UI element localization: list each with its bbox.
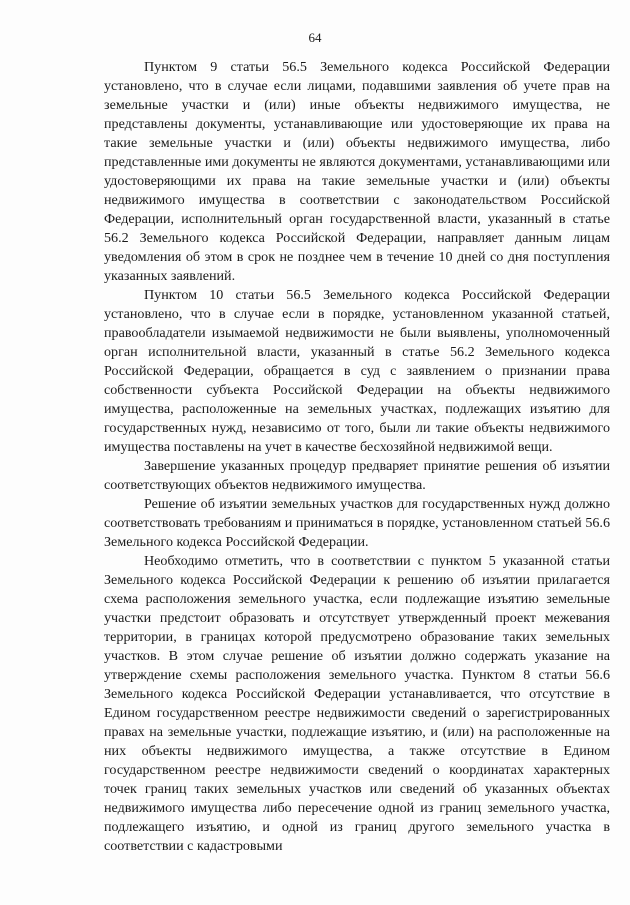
paragraph-4: Решение об изъятии земельных участков для государственных нужд должно соответствовать требованиям и приниматься в порядке, установленном статьей 56.6 Земельного кодекса Российской Федерации. [104, 496, 610, 550]
document-body [104, 58, 610, 856]
paragraph-2: Пунктом 10 статьи 56.5 Земельного кодекса Российской Федерации установлено, что в случае если в порядке, установленном указанной статьей, правообладатели изымаемой недвижимости не были выявлены, уполномоченный орган исполнительной власти, указанный в статье 56.2 Земельного кодекса Российской Федерации, обращается в суд с заявлением о признании права собственности субъекта Российской Федерации на объекты недвижимого имущества, расположенные на земельных участках, подлежащих изъятию для государственных нужд, независимо от того, были ли такие объекты недвижимого имущества поставлены на учет в качестве бесхозяйной недвижимой вещи. [104, 287, 610, 455]
paragraph-3: Завершение указанных процедур предваряет принятие решения об изъятии соответствующих объектов недвижимого имущества. [104, 458, 610, 493]
paragraph-1: Пунктом 9 статьи 56.5 Земельного кодекса Российской Федерации установлено, что в случае если лицами, подавшими заявления об учете прав на земельные участки и (или) иные объекты недвижимого имущества, не представлены документы, устанавливающие или удостоверяющие их права на такие земельные участки и (или) объекты недвижимого имущества, либо представленные ими документы не являются документами, устанавливающими или удостоверяющими их права на такие земельные участки и (или) объекты недвижимого имущества в соответствии с законодательством Российской Федерации, исполнительный орган государственной власти, указанный в статье 56.2 Земельного кодекса Российской Федерации, направляет данным лицам уведомления об этом в срок не позднее чем в течение 10 дней со дня поступления указанных заявлений. [104, 59, 610, 284]
paragraph-5: Необходимо отметить, что в соответствии с пунктом 5 указанной статьи Земельного кодекса Российской Федерации к решению об изъятии прилагается схема расположения земельного участка, если подлежащие изъятию земельные участки предстоит образовать и отсутствует утвержденный проект межевания территории, в границах которой предусмотрено образование таких земельных участков. В этом случае решение об изъятии должно содержать указание на утверждение схемы расположения земельного участка. Пунктом 8 статьи 56.6 Земельного кодекса Российской Федерации устанавливается, что отсутствие в Едином государственном реестре недвижимости сведений о зарегистрированных правах на земельные участки, подлежащие изъятию, и (или) на расположенные на них объекты недвижимого имущества, а также отсутствие в Едином государственном реестре недвижимости сведений о координатах характерных точек границ таких земельных участков или сведений об указанных объектах недвижимого имущества либо пересечение одной из границ земельного участка, подлежащего изъятию, и одной из границ другого земельного участка в соответствии с кадастровыми [104, 553, 610, 854]
page-number: 64 [308, 30, 322, 45]
